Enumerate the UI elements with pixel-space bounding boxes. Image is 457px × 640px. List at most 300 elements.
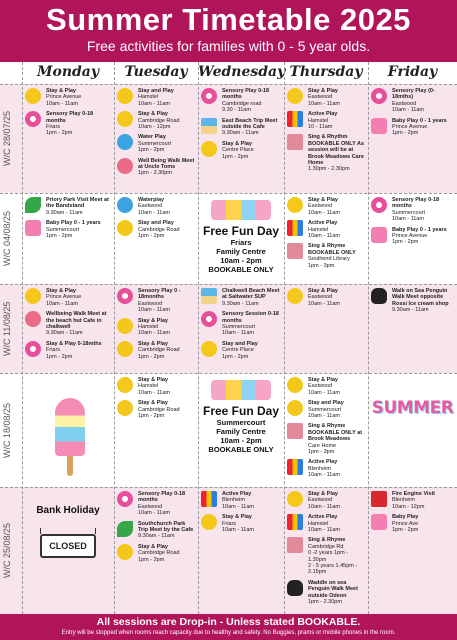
activity-title: Sing & Rhyme BOOKABLE ONLY [308, 243, 356, 256]
fun-day-time: 10am - 2pm [220, 256, 262, 265]
activity-entry [286, 400, 366, 419]
activity-title: Sing & Rhyme BOOKABLE ONLY at Brook Meadows [308, 423, 363, 443]
cell-w5-wednesday [200, 491, 282, 537]
activity-title: Water Play [138, 134, 166, 141]
activity-title: Stay & Play [222, 140, 252, 147]
fun-day-w2 [200, 200, 282, 274]
activity-entry [116, 158, 196, 177]
activity-detail: 10am - 11am [46, 300, 78, 307]
fun-day-venue-2: Family Centre [216, 427, 266, 436]
activity-detail: 1.30pm - 2.30pm [308, 166, 350, 173]
sun-icon [117, 400, 133, 416]
activity-entry [24, 111, 112, 137]
activity-entry [116, 318, 196, 337]
care-home-icon [287, 423, 303, 439]
grid-line [0, 84, 457, 85]
sun-icon [117, 318, 133, 334]
activity-detail: Hamstel [138, 324, 159, 331]
activity-entry [200, 141, 282, 160]
activity-detail: Cambridge Rd [308, 543, 344, 550]
grid-line [0, 193, 457, 194]
activity-detail: Cambridge Road [138, 117, 180, 124]
activity-detail: Eastwood [308, 497, 333, 504]
activity-title: Sensory Play 0-18 months [392, 197, 440, 210]
activity-detail: Hamstel [308, 520, 329, 527]
day-header-row [0, 62, 457, 84]
sun-icon [287, 400, 303, 416]
activity-detail: Eastwood [308, 203, 333, 210]
activity-detail: Summercourt [392, 209, 426, 216]
page-subtitle: Free activities for families with 0 - 5 year olds. [86, 38, 371, 54]
activity-detail: 9.30 - 11am [222, 107, 251, 114]
activity-title: Fire Engine Visit [392, 491, 435, 497]
care-home-icon [287, 243, 303, 259]
activity-detail: Hamstel [308, 117, 329, 124]
activity-detail: 10am - 11am [222, 527, 254, 534]
activity-title: Stay & Play [308, 88, 338, 94]
activity-detail: 10am - 11am [222, 330, 254, 337]
activity-detail: 10am - 11am [222, 503, 254, 510]
activity-detail: 9.30am - 11am [222, 130, 259, 137]
cell-w1-wednesday [200, 88, 282, 164]
activity-detail: 10am - 11am [308, 300, 340, 307]
blocks-icon [287, 220, 303, 236]
fun-day-booking: BOOKABLE ONLY [208, 445, 274, 454]
activity-entry [116, 341, 196, 360]
fun-day-title: Free Fun Day [202, 404, 280, 418]
cell-w5-tuesday [116, 491, 196, 567]
cell-w5-thursday [286, 491, 366, 610]
cell-w1-thursday [286, 88, 366, 177]
activity-title: Stay & Play [138, 377, 168, 383]
activity-title: Stay & Play [46, 288, 76, 294]
activity-detail: Care Home [308, 442, 337, 449]
activity-entry [116, 88, 196, 107]
baby-icon [371, 118, 387, 134]
activity-entry [116, 197, 196, 216]
fun-day-venue: Summercourt [216, 418, 266, 427]
bank-holiday [24, 505, 112, 558]
activity-detail: 1pm - 2pm [392, 527, 419, 534]
activity-detail: Prince Avenue [392, 124, 428, 131]
activity-entry [24, 220, 112, 239]
activity-detail: 10am - 11am [138, 100, 170, 107]
activity-entry [370, 288, 455, 314]
activity-entry [286, 537, 366, 575]
activity-title: Priory Park Visit Meet at the Bandstand [46, 197, 109, 210]
cell-w1-tuesday [116, 88, 196, 181]
day-monday: Monday [36, 64, 99, 80]
activity-detail: 1pm - 2pm [46, 130, 73, 137]
fire-engine-icon [371, 491, 387, 507]
grid-line [198, 62, 199, 614]
water-drop-icon [117, 134, 133, 150]
penguin-icon [371, 288, 387, 304]
cell-w5-friday [370, 491, 455, 537]
activity-entry [286, 243, 366, 269]
activity-title: East Beach Trip Meet outside the Cafe [222, 117, 278, 131]
grid-line [0, 487, 457, 488]
blocks-icon [287, 111, 303, 127]
activity-entry [200, 341, 282, 360]
activity-entry [370, 118, 455, 137]
activity-detail: 1pm - 2pm [392, 239, 419, 246]
activity-detail: 1pm - 2pm [222, 153, 249, 160]
footer [0, 614, 457, 640]
activity-entry [286, 288, 366, 307]
cell-w1-monday [24, 88, 112, 141]
activity-detail: 1pm - 2pm [138, 233, 165, 240]
activity-entry [370, 491, 455, 510]
activity-detail: Summercourt [222, 324, 256, 331]
activity-entry [200, 491, 282, 510]
activity-title: Stay & Play [138, 317, 168, 324]
activity-title: Walk on Sea Penguin Walk Meet opposite Rossi Ice cream shop [392, 288, 449, 307]
activity-entry [200, 118, 282, 137]
activity-detail: 10am - 11am [308, 209, 340, 216]
activity-title: Active Play [308, 111, 338, 118]
sun-icon [287, 377, 303, 393]
activity-detail: 1pm - 3pm [308, 449, 335, 456]
activity-title: Stay and Play [222, 340, 258, 347]
activity-entry [200, 288, 282, 307]
activity-detail: Prince Avenue [46, 294, 82, 301]
flower-icon [117, 158, 133, 174]
activity-title: Active Play [308, 220, 338, 227]
cell-w3-thursday [286, 288, 366, 311]
activity-detail: 10am - 12pm [392, 503, 425, 510]
activity-title: Chalkwell Beach Meet at Saltwater SUP [222, 288, 280, 301]
activity-entry [286, 197, 366, 216]
activity-entry [24, 311, 112, 337]
activity-entry [286, 111, 366, 130]
activity-title: Stay & Play 0-18mths [46, 340, 102, 347]
sensory-icon [25, 341, 41, 357]
activity-detail: 1pm - 2pm [46, 233, 73, 240]
leaf-icon [25, 197, 41, 213]
activity-entry [116, 521, 196, 540]
baby-icon [371, 227, 387, 243]
activity-title: Sing & Rhyme [308, 537, 346, 544]
activity-detail: 10am - 11am [308, 472, 340, 479]
header [0, 0, 457, 62]
activity-detail: Eastwood [308, 383, 333, 390]
week-label: W/C 11/08/25 [2, 301, 12, 356]
activity-entry [116, 134, 196, 153]
activity-title: Stay & Play [138, 340, 168, 347]
activity-title: Stay and Play [308, 400, 344, 407]
activity-detail: Cambridge Road [138, 406, 180, 413]
page-title: Summer Timetable 2025 [46, 2, 411, 37]
sun-icon [25, 88, 41, 104]
activity-detail: Southend Library [308, 256, 350, 263]
activity-detail: 10am - 11am [138, 510, 170, 517]
activity-detail: Hamstel [138, 383, 159, 390]
sun-icon [287, 288, 303, 304]
grid-line [22, 62, 23, 614]
activity-entry [370, 514, 455, 533]
activity-detail: Friars [46, 124, 61, 131]
activity-detail: Cambridge Road [138, 347, 180, 354]
sun-icon [201, 141, 217, 157]
closed-sign: CLOSED [40, 534, 96, 558]
sensory-icon [371, 197, 387, 213]
activity-title: Active Play [222, 491, 252, 497]
activity-detail: Eastwood [138, 300, 163, 307]
activity-detail: 1pm - 2.30pm [308, 599, 342, 606]
ice-lolly-illustration [55, 398, 85, 476]
sun-icon [287, 197, 303, 213]
activity-entry [24, 341, 112, 360]
activity-title: Sensory Play 0-18 months [46, 111, 94, 124]
water-drop-icon [117, 197, 133, 213]
activity-entry [116, 491, 196, 517]
activity-title: Sensory Play (0-18mths) [392, 88, 435, 101]
activity-detail: 1pm - 2pm [138, 413, 165, 420]
activity-detail: Hamstel [308, 226, 329, 233]
activity-title: Stay & Play [138, 111, 168, 118]
sensory-icon [201, 88, 217, 104]
activity-entry [200, 88, 282, 114]
day-tuesday: Tuesday [124, 64, 188, 80]
activity-detail: Blenheim [392, 497, 415, 504]
cell-w4-thursday [286, 377, 366, 483]
activity-detail: 10am - 12pm [138, 124, 171, 131]
activity-title: Stay & Play [308, 377, 338, 383]
activity-detail: Blenheim [222, 497, 245, 504]
activity-detail: Cambridge road [222, 100, 262, 107]
sun-icon [287, 88, 303, 104]
activity-detail: 10am - 11am [138, 209, 170, 216]
activity-detail: Hamstel [138, 94, 159, 101]
activity-title: Baby Play [392, 514, 419, 521]
activity-detail: 1pm - 2pm [138, 556, 165, 563]
activity-entry [370, 88, 455, 114]
sun-icon [25, 288, 41, 304]
activity-detail: 9.30am - 11am [222, 300, 259, 307]
activity-detail: 1pm - 3pm [308, 262, 335, 269]
sun-icon [201, 514, 217, 530]
activity-entry [116, 288, 196, 314]
week-label: W/C 18/08/25 [2, 402, 12, 458]
activity-detail: 1pm - 2pm [138, 147, 165, 154]
fun-day-venue: Friars [230, 238, 252, 247]
beach-icon [201, 288, 217, 304]
activity-entry [286, 134, 366, 172]
activity-detail: Centre Place [222, 147, 254, 154]
activity-detail: 10am - 11am [392, 216, 424, 223]
activity-entry [116, 544, 196, 563]
activity-entry [286, 220, 366, 239]
activity-detail: 10am - 11am [308, 527, 340, 534]
activity-detail: Eastwood [308, 294, 333, 301]
activity-title: Baby Play 0 - 1 years [46, 220, 101, 227]
activity-detail: Summercourt [138, 140, 172, 147]
cell-w3-tuesday [116, 288, 196, 364]
activity-title: Baby Play 0 - 1 years [392, 226, 447, 233]
activity-detail: 0 -2 years 1pm - 1.30pm [308, 550, 349, 563]
ice-cream-icons [211, 200, 271, 220]
activity-entry [24, 197, 112, 216]
activity-detail: 10am - 11am [308, 413, 340, 420]
sun-icon [287, 491, 303, 507]
cell-w2-thursday [286, 197, 366, 273]
activity-title: Sing & Rhythm BOOKABLE ONLY As session will be at Brook Meadows Care Home [308, 134, 365, 167]
activity-entry [286, 88, 366, 107]
activity-title: Baby Play 0 - 1 years [392, 117, 447, 124]
bank-holiday-title: Bank Holiday [36, 505, 100, 516]
activity-entry [200, 514, 282, 533]
cell-w2-friday [370, 197, 455, 250]
baby-icon [25, 220, 41, 236]
activity-detail: 1pm - 2pm [46, 353, 73, 360]
activity-detail: Friars [46, 347, 61, 354]
activity-title: Stay & Play [308, 197, 338, 203]
activity-title: Active Play [308, 514, 338, 521]
activity-detail: Eastwood [308, 94, 333, 101]
activity-title: Waddle on sea Penguin Walk Meet outside Odeon [308, 579, 358, 599]
activity-entry [286, 514, 366, 533]
activity-entry [200, 311, 282, 337]
blocks-icon [287, 514, 303, 530]
cell-w1-friday [370, 88, 455, 141]
ice-cream-icons [211, 380, 271, 400]
fun-day-booking: BOOKABLE ONLY [208, 265, 274, 274]
grid-line [0, 284, 457, 285]
activity-detail: 10am - 11am [138, 330, 170, 337]
activity-detail: 1pm - 2.30pm [138, 170, 172, 177]
sun-icon [117, 111, 133, 127]
week-label: W/C 25/08/25 [2, 522, 12, 579]
sun-icon [117, 341, 133, 357]
activity-detail: Cambridge Road [138, 226, 180, 233]
activity-title: Sensory Play 0-18 months [138, 491, 186, 504]
activity-title: Sensory Play 0-18 months [222, 88, 270, 101]
leaf-icon [117, 521, 133, 537]
activity-entry [116, 377, 196, 396]
activity-detail: 10 - 11am [308, 124, 333, 131]
activity-title: Sensory Play 0 - 18months [138, 288, 181, 301]
activity-detail: 10am - 11am [308, 503, 340, 510]
activity-detail: Eastwood [392, 100, 417, 107]
activity-detail: 9.30am - 11am [392, 307, 429, 314]
activity-detail: Summercourt [46, 226, 80, 233]
activity-detail: Cambridge Road [138, 550, 180, 557]
cell-w4-tuesday [116, 377, 196, 423]
cell-w2-tuesday [116, 197, 196, 243]
cell-w3-monday [24, 288, 112, 364]
activity-title: Stay and Play [138, 220, 174, 227]
day-thursday: Thursday [289, 64, 363, 80]
day-wednesday: Wednesday [198, 64, 286, 80]
activity-entry [286, 459, 366, 478]
footer-small-note: Entry will be stopped when rooms reach capacity due to healthy and safety. No Buggies, prams or mobile phones in the room. [61, 630, 396, 636]
activity-entry [370, 227, 455, 246]
activity-detail: Friars [222, 520, 237, 527]
activity-detail: 10am - 11am [308, 100, 340, 107]
flower-icon [25, 311, 41, 327]
activity-detail: Centre Place [222, 347, 254, 354]
activity-detail: 1pm - 2pm [222, 353, 249, 360]
activity-detail: Prince Avenue [392, 233, 428, 240]
activity-detail: Summercourt [308, 406, 342, 413]
grid-line [114, 62, 115, 614]
sun-icon [117, 544, 133, 560]
activity-detail: Prince Avenue [46, 94, 82, 101]
activity-entry [286, 491, 366, 510]
activity-detail: 10am - 11am [46, 100, 78, 107]
sun-icon [117, 88, 133, 104]
beach-icon [201, 118, 217, 134]
activity-entry [116, 220, 196, 239]
activity-detail: Eastwood [138, 203, 163, 210]
blocks-icon [287, 459, 303, 475]
activity-title: Stay & Play [46, 88, 76, 94]
week-label: W/C 04/08/25 [2, 210, 12, 267]
activity-entry [24, 88, 112, 107]
activity-detail: 1pm - 2pm [392, 130, 419, 137]
activity-detail: 9.30am - 11am [46, 330, 83, 337]
activity-entry [116, 400, 196, 419]
footer-main-note: All sessions are Drop-in - Unless stated BOOKABLE. [96, 616, 361, 628]
activity-title: Waterplay [138, 197, 165, 203]
activity-title: Stay & Play [222, 514, 252, 521]
activity-detail: Eastwood [138, 503, 163, 510]
cell-w3-friday [370, 288, 455, 318]
activity-detail: 1pm - 2pm [138, 353, 165, 360]
activity-detail: 2 - 5 years 1.45pm - 2.15pm [308, 563, 358, 576]
sensory-icon [201, 311, 217, 327]
activity-title: Stay & Play [308, 288, 338, 294]
sun-icon [117, 220, 133, 236]
cell-w3-wednesday [200, 288, 282, 364]
activity-detail: Prince Ave [392, 520, 419, 527]
care-home-icon [287, 134, 303, 150]
activity-detail: 10am - 11am [138, 389, 170, 396]
activity-title: Sensory Session 0-18 months [222, 311, 279, 324]
activity-entry [116, 111, 196, 130]
grid-line [368, 62, 369, 614]
baby-icon [371, 514, 387, 530]
sun-icon [201, 341, 217, 357]
activity-detail: 9.30am - 11am [46, 209, 83, 216]
sensory-icon [117, 288, 133, 304]
activity-detail: 10am - 11am [138, 307, 170, 314]
grid-line [284, 62, 285, 614]
activity-detail: 10am - 11am [308, 389, 340, 396]
activity-title: Well Being Walk Meet at Uncle Toms [138, 157, 195, 171]
activity-entry [24, 288, 112, 307]
penguin-icon [287, 580, 303, 596]
activity-title: Southchurch Park Trip Meet by the Cafe [138, 520, 194, 534]
sun-icon [117, 377, 133, 393]
activity-entry [286, 377, 366, 396]
activity-entry [286, 580, 366, 606]
activity-title: Active Play [308, 459, 338, 466]
care-home-icon [287, 537, 303, 553]
fun-day-venue-2: Family Centre [216, 247, 266, 256]
day-friday: Friday [387, 64, 438, 80]
activity-title: Wellbeing Walk Meet at the beach hut Cafe in chalkwell [46, 311, 107, 331]
cell-w2-monday [24, 197, 112, 243]
fun-day-w4 [200, 380, 282, 454]
summer-word-art: SUMMER [371, 398, 454, 418]
activity-detail: 10am - 11am [392, 107, 424, 114]
sensory-icon [25, 111, 41, 127]
activity-detail: 9.30am - 11am [138, 533, 175, 540]
activity-title: Stay and Play [138, 88, 174, 94]
sensory-icon [371, 88, 387, 104]
